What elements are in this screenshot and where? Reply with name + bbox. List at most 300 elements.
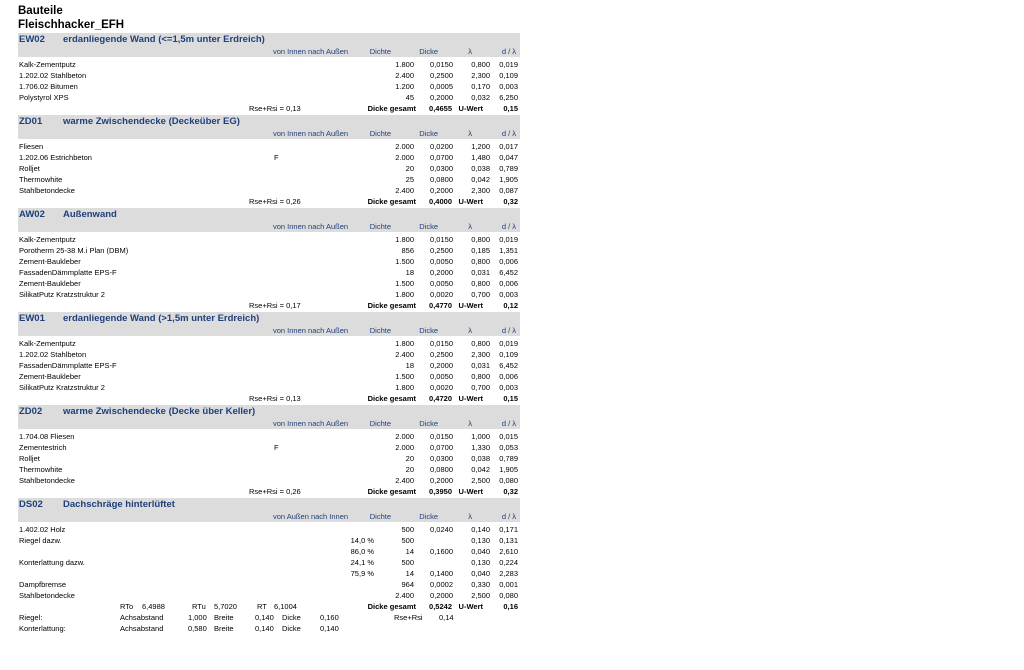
u-value: 0,32	[503, 487, 518, 496]
section-header	[18, 312, 520, 326]
layer-rows	[18, 429, 520, 486]
layer-lambda: 2,500	[471, 591, 490, 600]
layer-d-lambda: 0,087	[499, 186, 518, 195]
beam-label: Konterlattung:	[19, 624, 66, 633]
layer-lambda: 0,130	[471, 536, 490, 545]
layer-row	[18, 546, 520, 557]
layer-lambda: 0,038	[471, 164, 490, 173]
total-thickness: 0,3950	[429, 487, 452, 496]
layer-row	[18, 579, 520, 590]
section-header	[18, 208, 520, 222]
layer-thickness: 0,0240	[430, 525, 453, 534]
konterlattung-row	[18, 623, 520, 634]
rto-value: 6,4988	[142, 602, 165, 611]
layer-name: 1.706.02 Bitumen	[19, 82, 78, 91]
section-name: Außenwand	[63, 209, 117, 220]
layer-thickness: 0,0050	[430, 372, 453, 381]
layer-lambda: 1,200	[471, 142, 490, 151]
u-value-label: U-Wert	[458, 487, 483, 496]
layer-name: Thermowhite	[19, 465, 63, 474]
rsersi-value: 0,14	[439, 613, 454, 622]
layer-lambda: 1,330	[471, 443, 490, 452]
layer-name: Fliesen	[19, 142, 44, 151]
col-d-lambda: d / λ	[501, 512, 516, 521]
section-code: ZD02	[19, 406, 43, 417]
layer-density: 2.400	[395, 591, 414, 600]
layer-row	[18, 163, 520, 174]
sections-container	[18, 33, 520, 634]
layer-density: 2.000	[395, 142, 414, 151]
layer-density: 2.400	[395, 71, 414, 80]
layer-thickness: 0,0700	[430, 153, 453, 162]
totals-row	[18, 601, 520, 612]
layer-name: Rolljet	[19, 454, 40, 463]
layer-lambda: 0,031	[471, 361, 490, 370]
col-thickness: Dicke	[419, 129, 438, 138]
col-density: Dichte	[369, 326, 391, 335]
totals-row	[18, 393, 520, 404]
u-value: 0,15	[503, 104, 518, 113]
direction-label: von Innen nach Außen	[273, 326, 349, 335]
totals-row	[18, 196, 520, 207]
col-d-lambda: d / λ	[501, 326, 516, 335]
layer-lambda: 0,800	[471, 372, 490, 381]
component-section	[18, 115, 520, 207]
layer-thickness: 0,0800	[430, 465, 453, 474]
layer-d-lambda: 2,610	[499, 547, 518, 556]
layer-lambda: 0,040	[471, 569, 490, 578]
layer-name: 1.202.02 Stahlbeton	[19, 71, 87, 80]
layer-density: 25	[405, 175, 414, 184]
layer-d-lambda: 0,019	[499, 235, 518, 244]
layer-lambda: 0,042	[471, 175, 490, 184]
u-value: 0,16	[503, 602, 518, 611]
layer-d-lambda: 0,015	[499, 432, 518, 441]
col-lambda: λ	[468, 326, 472, 335]
layer-d-lambda: 0,006	[499, 372, 518, 381]
layer-density: 1.800	[395, 383, 414, 392]
col-lambda: λ	[468, 47, 472, 56]
layer-lambda: 0,700	[471, 290, 490, 299]
layer-d-lambda: 0,131	[499, 536, 518, 545]
layer-row	[18, 475, 520, 486]
layer-row	[18, 289, 520, 300]
layer-row	[18, 349, 520, 360]
layer-density: 1.500	[395, 257, 414, 266]
layer-lambda: 0,800	[471, 235, 490, 244]
depth-label: Dicke	[282, 613, 301, 622]
layer-thickness: 0,0150	[430, 339, 453, 348]
layer-rows	[18, 232, 520, 300]
rtu-value: 5,7020	[214, 602, 237, 611]
component-section	[18, 208, 520, 311]
section-name: erdanliegende Wand (>1,5m unter Erdreich)	[63, 313, 260, 324]
layer-flag: F	[274, 443, 279, 452]
layer-row	[18, 371, 520, 382]
u-value: 0,32	[503, 197, 518, 206]
layer-percent: 75,9 %	[350, 569, 374, 578]
layer-thickness: 0,0700	[430, 443, 453, 452]
layer-lambda: 0,040	[471, 547, 490, 556]
riegel-row	[18, 612, 520, 623]
layer-thickness: 0,2000	[430, 93, 453, 102]
layer-lambda: 2,300	[471, 71, 490, 80]
layer-name: Thermowhite	[19, 175, 63, 184]
layer-row	[18, 360, 520, 371]
layer-row	[18, 256, 520, 267]
layer-density: 2.400	[395, 350, 414, 359]
section-code: EW01	[19, 313, 45, 324]
layer-density: 1.800	[395, 290, 414, 299]
layer-thickness: 0,2000	[430, 186, 453, 195]
layer-row	[18, 442, 520, 453]
direction-label: von Innen nach Außen	[273, 419, 349, 428]
layer-name: Zement-Baukleber	[19, 279, 81, 288]
rt-label: RT	[257, 602, 267, 611]
layer-lambda: 0,800	[471, 279, 490, 288]
spacing-value: 1,000	[188, 613, 207, 622]
col-d-lambda: d / λ	[501, 47, 516, 56]
col-density: Dichte	[369, 222, 391, 231]
u-value-label: U-Wert	[458, 301, 483, 310]
layer-density: 2.000	[395, 153, 414, 162]
u-value-label: U-Wert	[458, 197, 483, 206]
total-thickness-label: Dicke gesamt	[367, 301, 416, 310]
u-value: 0,15	[503, 394, 518, 403]
total-thickness: 0,4770	[429, 301, 452, 310]
totals-row	[18, 103, 520, 114]
layer-density: 14	[405, 547, 414, 556]
layer-d-lambda: 2,283	[499, 569, 518, 578]
layer-thickness: 0,0005	[430, 82, 453, 91]
layer-density: 964	[401, 580, 414, 589]
layer-row	[18, 535, 520, 546]
direction-label: von Innen nach Außen	[273, 47, 349, 56]
layer-density: 500	[401, 536, 414, 545]
section-code: AW02	[19, 209, 45, 220]
layer-lambda: 0,800	[471, 257, 490, 266]
layer-d-lambda: 0,019	[499, 60, 518, 69]
total-thickness-label: Dicke gesamt	[367, 104, 416, 113]
direction-label: von Außen nach Innen	[273, 512, 349, 521]
layer-lambda: 0,042	[471, 465, 490, 474]
total-thickness: 0,4720	[429, 394, 452, 403]
layer-percent: 86,0 %	[350, 547, 374, 556]
spacing-label: Achsabstand	[120, 613, 164, 622]
document-title: Bauteile	[18, 5, 63, 17]
layer-row	[18, 278, 520, 289]
rse-rsi: Rse+Rsi = 0,13	[249, 104, 301, 113]
layer-name: Zement-Baukleber	[19, 257, 81, 266]
layer-row	[18, 70, 520, 81]
u-value-label: U-Wert	[458, 104, 483, 113]
depth-value: 0,140	[320, 624, 339, 633]
layer-row	[18, 524, 520, 535]
layer-row	[18, 557, 520, 568]
col-d-lambda: d / λ	[501, 419, 516, 428]
col-density: Dichte	[369, 129, 391, 138]
total-thickness: 0,5242	[429, 602, 452, 611]
layer-rows	[18, 139, 520, 196]
layer-row	[18, 431, 520, 442]
layer-row	[18, 267, 520, 278]
layer-name: 1.704.08 Fliesen	[19, 432, 75, 441]
rtu-label: RTu	[192, 602, 206, 611]
layer-density: 14	[405, 569, 414, 578]
layer-row	[18, 174, 520, 185]
totals-row	[18, 486, 520, 497]
width-value: 0,140	[255, 613, 274, 622]
layer-d-lambda: 1,905	[499, 175, 518, 184]
column-header	[18, 47, 520, 57]
layer-rows	[18, 57, 520, 103]
layer-name: FassadenDämmplatte EPS-F	[19, 268, 117, 277]
column-header	[18, 326, 520, 336]
depth-label: Dicke	[282, 624, 301, 633]
layer-row	[18, 92, 520, 103]
layer-name: Kalk-Zementputz	[19, 60, 76, 69]
layer-thickness: 0,0150	[430, 432, 453, 441]
layer-d-lambda: 6,452	[499, 361, 518, 370]
layer-name: Riegel dazw.	[19, 536, 62, 545]
total-thickness-label: Dicke gesamt	[367, 394, 416, 403]
layer-thickness: 0,0150	[430, 60, 453, 69]
col-density: Dichte	[369, 47, 391, 56]
u-value-label: U-Wert	[458, 394, 483, 403]
layer-d-lambda: 0,017	[499, 142, 518, 151]
spacing-label: Achsabstand	[120, 624, 164, 633]
layer-d-lambda: 6,452	[499, 268, 518, 277]
layer-density: 1.200	[395, 82, 414, 91]
beam-label: Riegel:	[19, 613, 43, 622]
layer-lambda: 2,300	[471, 186, 490, 195]
totals-row	[18, 300, 520, 311]
total-thickness: 0,4000	[429, 197, 452, 206]
layer-percent: 24,1 %	[350, 558, 374, 567]
layer-name: 1.202.06 Estrichbeton	[19, 153, 92, 162]
layer-density: 500	[401, 558, 414, 567]
layer-d-lambda: 0,006	[499, 279, 518, 288]
col-lambda: λ	[468, 512, 472, 521]
layer-lambda: 0,032	[471, 93, 490, 102]
col-d-lambda: d / λ	[501, 222, 516, 231]
layer-d-lambda: 6,250	[499, 93, 518, 102]
layer-row	[18, 59, 520, 70]
layer-density: 1.800	[395, 235, 414, 244]
layer-thickness: 0,1600	[430, 547, 453, 556]
layer-row	[18, 185, 520, 196]
u-value: 0,12	[503, 301, 518, 310]
layer-density: 1.800	[395, 339, 414, 348]
layer-lambda: 0,800	[471, 339, 490, 348]
layer-d-lambda: 0,053	[499, 443, 518, 452]
layer-d-lambda: 0,109	[499, 71, 518, 80]
rto-label: RTo	[120, 602, 134, 611]
layer-flag: F	[274, 153, 279, 162]
width-value: 0,140	[255, 624, 274, 633]
total-thickness-label: Dicke gesamt	[367, 487, 416, 496]
layer-density: 20	[405, 164, 414, 173]
col-lambda: λ	[468, 419, 472, 428]
layer-thickness: 0,2000	[430, 268, 453, 277]
section-header	[18, 405, 520, 419]
component-section	[18, 312, 520, 404]
layer-lambda: 2,300	[471, 350, 490, 359]
layer-thickness: 0,2000	[430, 361, 453, 370]
layer-lambda: 0,800	[471, 60, 490, 69]
layer-row	[18, 464, 520, 475]
layer-density: 45	[405, 93, 414, 102]
component-section	[18, 405, 520, 497]
rse-rsi: Rse+Rsi = 0,13	[249, 394, 301, 403]
layer-row	[18, 590, 520, 601]
layer-lambda: 1,000	[471, 432, 490, 441]
layer-d-lambda: 0,080	[499, 476, 518, 485]
depth-value: 0,160	[320, 613, 339, 622]
layer-d-lambda: 0,109	[499, 350, 518, 359]
col-density: Dichte	[369, 419, 391, 428]
component-section	[18, 33, 520, 114]
layer-name: Polystyrol XPS	[19, 93, 69, 102]
layer-name: Stahlbetondecke	[19, 591, 75, 600]
layer-density: 500	[401, 525, 414, 534]
width-label: Breite	[214, 613, 234, 622]
layer-lambda: 0,038	[471, 454, 490, 463]
layer-thickness: 0,0800	[430, 175, 453, 184]
col-lambda: λ	[468, 129, 472, 138]
layer-name: SilikatPutz Kratzstruktur 2	[19, 383, 105, 392]
layer-thickness: 0,0002	[430, 580, 453, 589]
layer-thickness: 0,0050	[430, 257, 453, 266]
layer-thickness: 0,0020	[430, 383, 453, 392]
layer-thickness: 0,2000	[430, 476, 453, 485]
column-header	[18, 222, 520, 232]
layer-name: Kalk-Zementputz	[19, 235, 76, 244]
layer-percent: 14,0 %	[350, 536, 374, 545]
column-header	[18, 512, 520, 522]
column-header	[18, 129, 520, 139]
layer-name: SilikatPutz Kratzstruktur 2	[19, 290, 105, 299]
document	[18, 4, 520, 634]
layer-row	[18, 81, 520, 92]
section-name: Dachschräge hinterlüftet	[63, 499, 175, 510]
layer-d-lambda: 0,001	[499, 580, 518, 589]
rse-rsi: Rse+Rsi = 0,17	[249, 301, 301, 310]
layer-name: Konterlattung dazw.	[19, 558, 85, 567]
layer-density: 856	[401, 246, 414, 255]
layer-name: Stahlbetondecke	[19, 186, 75, 195]
section-header	[18, 115, 520, 129]
layer-name: Zement-Baukleber	[19, 372, 81, 381]
section-header	[18, 498, 520, 512]
layer-thickness: 0,0200	[430, 142, 453, 151]
section-header	[18, 33, 520, 47]
section-code: DS02	[19, 499, 43, 510]
layer-density: 20	[405, 465, 414, 474]
layer-lambda: 2,500	[471, 476, 490, 485]
layer-name: Kalk-Zementputz	[19, 339, 76, 348]
section-name: erdanliegende Wand (<=1,5m unter Erdreich)	[63, 34, 265, 45]
total-thickness-label: Dicke gesamt	[367, 602, 416, 611]
layer-thickness: 0,2000	[430, 591, 453, 600]
layer-name: 1.402.02 Holz	[19, 525, 66, 534]
layer-density: 1.500	[395, 279, 414, 288]
rsersi-label: Rse+Rsi	[394, 613, 423, 622]
col-d-lambda: d / λ	[501, 129, 516, 138]
component-section	[18, 498, 520, 634]
col-density: Dichte	[369, 512, 391, 521]
layer-density: 2.400	[395, 186, 414, 195]
col-lambda: λ	[468, 222, 472, 231]
layer-name: Rolljet	[19, 164, 40, 173]
layer-density: 1.800	[395, 60, 414, 69]
rse-rsi: Rse+Rsi = 0,26	[249, 197, 301, 206]
layer-name: 1.202.02 Stahlbeton	[19, 350, 87, 359]
layer-row	[18, 141, 520, 152]
layer-d-lambda: 0,171	[499, 525, 518, 534]
layer-lambda: 0,130	[471, 558, 490, 567]
layer-row	[18, 152, 520, 163]
section-name: warme Zwischendecke (Deckeüber EG)	[63, 116, 240, 127]
col-thickness: Dicke	[419, 326, 438, 335]
document-subtitle: Fleischhacker_EFH	[18, 19, 125, 31]
layer-name: FassadenDämmplatte EPS-F	[19, 361, 117, 370]
layer-d-lambda: 0,789	[499, 164, 518, 173]
layer-row	[18, 568, 520, 579]
layer-d-lambda: 0,003	[499, 383, 518, 392]
total-thickness: 0,4655	[429, 104, 452, 113]
layer-lambda: 1,480	[471, 153, 490, 162]
layer-thickness: 0,1400	[430, 569, 453, 578]
layer-lambda: 0,185	[471, 246, 490, 255]
layer-lambda: 0,031	[471, 268, 490, 277]
layer-name: Stahlbetondecke	[19, 476, 75, 485]
layer-thickness: 0,2500	[430, 350, 453, 359]
layer-d-lambda: 0,047	[499, 153, 518, 162]
layer-row	[18, 338, 520, 349]
layer-thickness: 0,0300	[430, 164, 453, 173]
layer-lambda: 0,700	[471, 383, 490, 392]
layer-name: Dampfbremse	[19, 580, 67, 589]
col-thickness: Dicke	[419, 419, 438, 428]
layer-row	[18, 453, 520, 464]
layer-rows	[18, 522, 520, 601]
layer-density: 18	[405, 268, 414, 277]
layer-d-lambda: 0,003	[499, 290, 518, 299]
layer-name: Zementestrich	[19, 443, 67, 452]
layer-row	[18, 234, 520, 245]
layer-density: 2.000	[395, 443, 414, 452]
layer-row	[18, 245, 520, 256]
layer-d-lambda: 0,789	[499, 454, 518, 463]
col-thickness: Dicke	[419, 512, 438, 521]
layer-thickness: 0,2500	[430, 71, 453, 80]
layer-thickness: 0,0300	[430, 454, 453, 463]
col-thickness: Dicke	[419, 222, 438, 231]
layer-density: 2.400	[395, 476, 414, 485]
layer-thickness: 0,0020	[430, 290, 453, 299]
layer-lambda: 0,170	[471, 82, 490, 91]
layer-row	[18, 382, 520, 393]
layer-d-lambda: 0,080	[499, 591, 518, 600]
width-label: Breite	[214, 624, 234, 633]
layer-thickness: 0,0050	[430, 279, 453, 288]
spacing-value: 0,580	[188, 624, 207, 633]
layer-d-lambda: 1,905	[499, 465, 518, 474]
layer-thickness: 0,0150	[430, 235, 453, 244]
section-code: ZD01	[19, 116, 43, 127]
layer-density: 1.500	[395, 372, 414, 381]
